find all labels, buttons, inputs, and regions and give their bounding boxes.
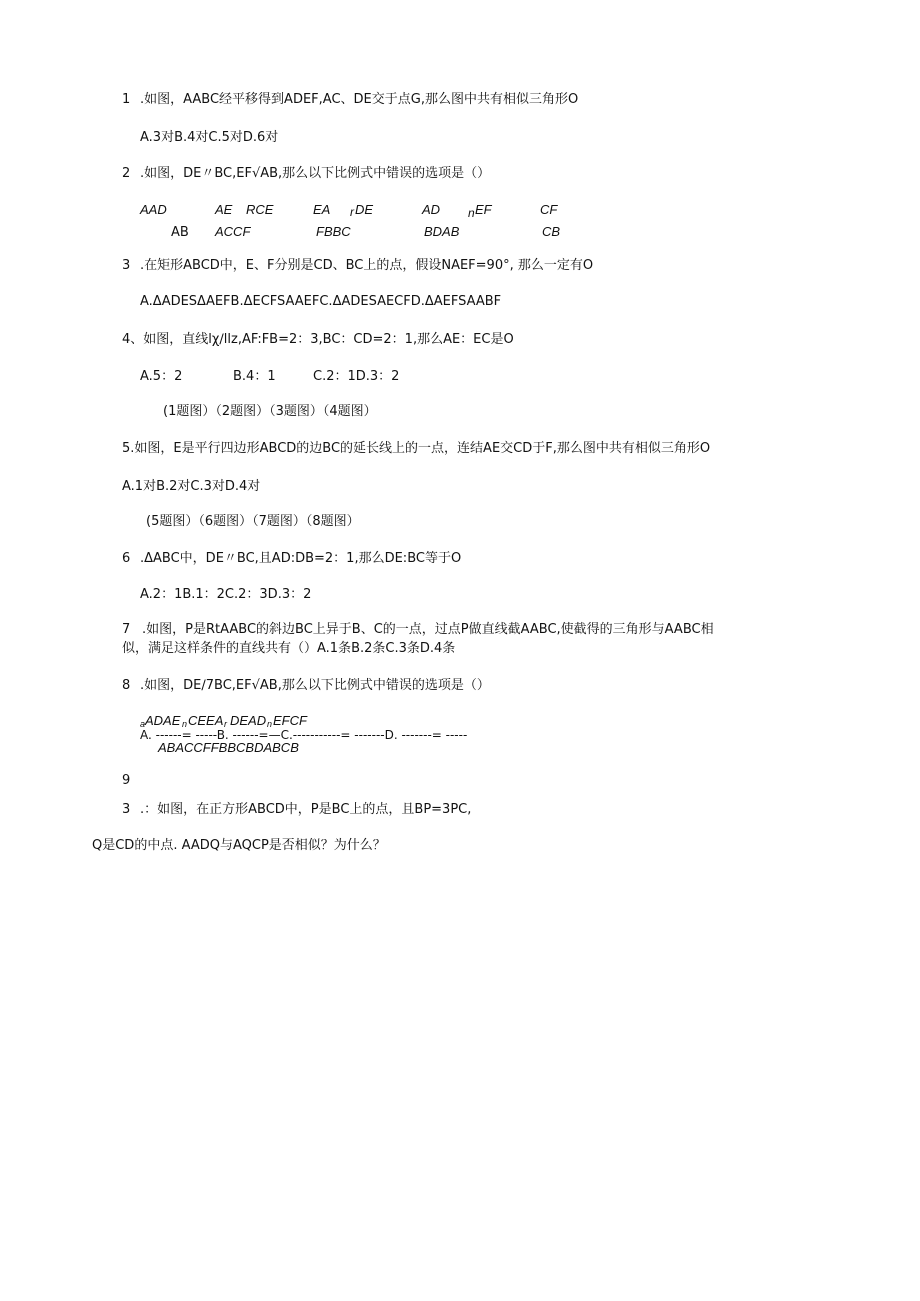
- q10-text-line2: Q是CD的中点. AADQ与AQCP是否相似？为什么？: [92, 838, 386, 853]
- q4-text: 4、如图，直线lχ∕llz,AF:FB=2：3,BC：CD=2：1,那么AE：EC是O: [122, 332, 514, 347]
- q8-top-ef: EFCF: [273, 713, 307, 728]
- q5-options: A.1对B.2对C.3对D.4对: [122, 479, 261, 494]
- q8-sub-a: a: [140, 719, 146, 729]
- q2-frac-top-8: n: [468, 206, 475, 220]
- q2-frac-bottom-5: CB: [542, 224, 561, 239]
- q10-text-line1: .：如图，在正方形ABCD中，P是BC上的点，且BP=3PC,: [140, 802, 472, 817]
- q2-frac-bottom-3: FBBC: [316, 224, 351, 239]
- q4-option-cd: C.2：1D.3：2: [313, 369, 400, 384]
- q9-number: 9: [122, 773, 131, 788]
- q8-number: 8: [122, 678, 131, 693]
- q4-option-a: A.5：2: [140, 369, 183, 384]
- q7-text-line1: .如图，P是RtAABC的斜边BC上异于B、C的一点，过点P做直线截AABC,使截得的三角形与AABC相: [142, 622, 714, 637]
- q2-frac-top-5: r: [350, 205, 354, 219]
- q4-option-b: B.4：1: [233, 369, 276, 384]
- q2-frac-bottom-2: ACCF: [215, 224, 251, 239]
- q2-frac-top-1: AAD: [140, 202, 167, 217]
- q2-frac-top-10: CF: [540, 202, 558, 217]
- q3-options: A.ΔADESΔAEFB.ΔECFSAAEFC.ΔADESAECFD.ΔAEFSAABF: [140, 294, 502, 309]
- q2-frac-top-7: AD: [422, 202, 441, 217]
- q8-top-de: DEAD: [230, 713, 267, 728]
- q3-number: 3: [122, 258, 131, 273]
- q2-frac-top-4: EA: [313, 202, 331, 217]
- q10-number: 3: [122, 802, 131, 817]
- q1-number: 1: [122, 92, 131, 107]
- q7-text-line2: 似，满足这样条件的直线共有（）A.1条B.2条C.3条D.4条: [122, 641, 456, 656]
- q2-frac-top-2: AE: [215, 202, 233, 217]
- q8-top-ce: CEEA: [188, 713, 224, 728]
- q8-top-ad: ADAE: [145, 713, 181, 728]
- q5-text: 5.如图，E是平行四边形ABCD的边BC的延长线上的一点，连结AE交CD于F,那么图中共有相似三角形O: [122, 441, 711, 456]
- q3-text: .在矩形ABCD中，E、F分别是CD、BC上的点，假设NAEF=90°, 那么一定有O: [140, 258, 594, 273]
- q6-options: A.2：1B.1：2C.2：3D.3：2: [140, 587, 312, 602]
- q8-bottom-denoms: ABACCFFBBCBDABCB: [158, 740, 299, 755]
- q1-options: A.3对B.4对C.5对D.6对: [140, 130, 279, 145]
- figure-captions-1-4: (1题图）（2题图）（3题图）（4题图）: [163, 404, 377, 419]
- q8-options-line: A. ------= -----B. ------=—C.-----------= -------D. -------= -----: [140, 728, 468, 742]
- q2-number: 2: [122, 166, 131, 181]
- q2-frac-bottom-4: BDAB: [424, 224, 460, 239]
- q6-number: 6: [122, 551, 131, 566]
- q2-frac-top-6: DE: [355, 202, 374, 217]
- q2-frac-bottom-1: AB: [171, 225, 189, 240]
- q8-sub-n1: n: [182, 719, 188, 729]
- q8-sub-r: r: [224, 719, 227, 729]
- q2-text: .如图，DE〃BC,EF√AB,那么以下比例式中错误的选项是（）: [140, 166, 491, 181]
- q2-frac-top-9: EF: [475, 202, 492, 217]
- q8-text: .如图，DE∕7BC,EF√AB,那么以下比例式中错误的选项是（）: [140, 678, 490, 693]
- q7-number: 7: [122, 622, 131, 637]
- q2-frac-top-3: RCE: [246, 202, 274, 217]
- q1-text: .如图，AABC经平移得到ADEF,AC、DE交于点G,那么图中共有相似三角形O: [140, 92, 579, 107]
- q8-sub-n2: n: [267, 719, 273, 729]
- q6-text: .ΔABC中，DE〃BC,且AD:DB=2：1,那么DE:BC等于O: [140, 551, 462, 566]
- figure-captions-5-8: (5题图）（6题图）（7题图）（8题图）: [146, 514, 360, 529]
